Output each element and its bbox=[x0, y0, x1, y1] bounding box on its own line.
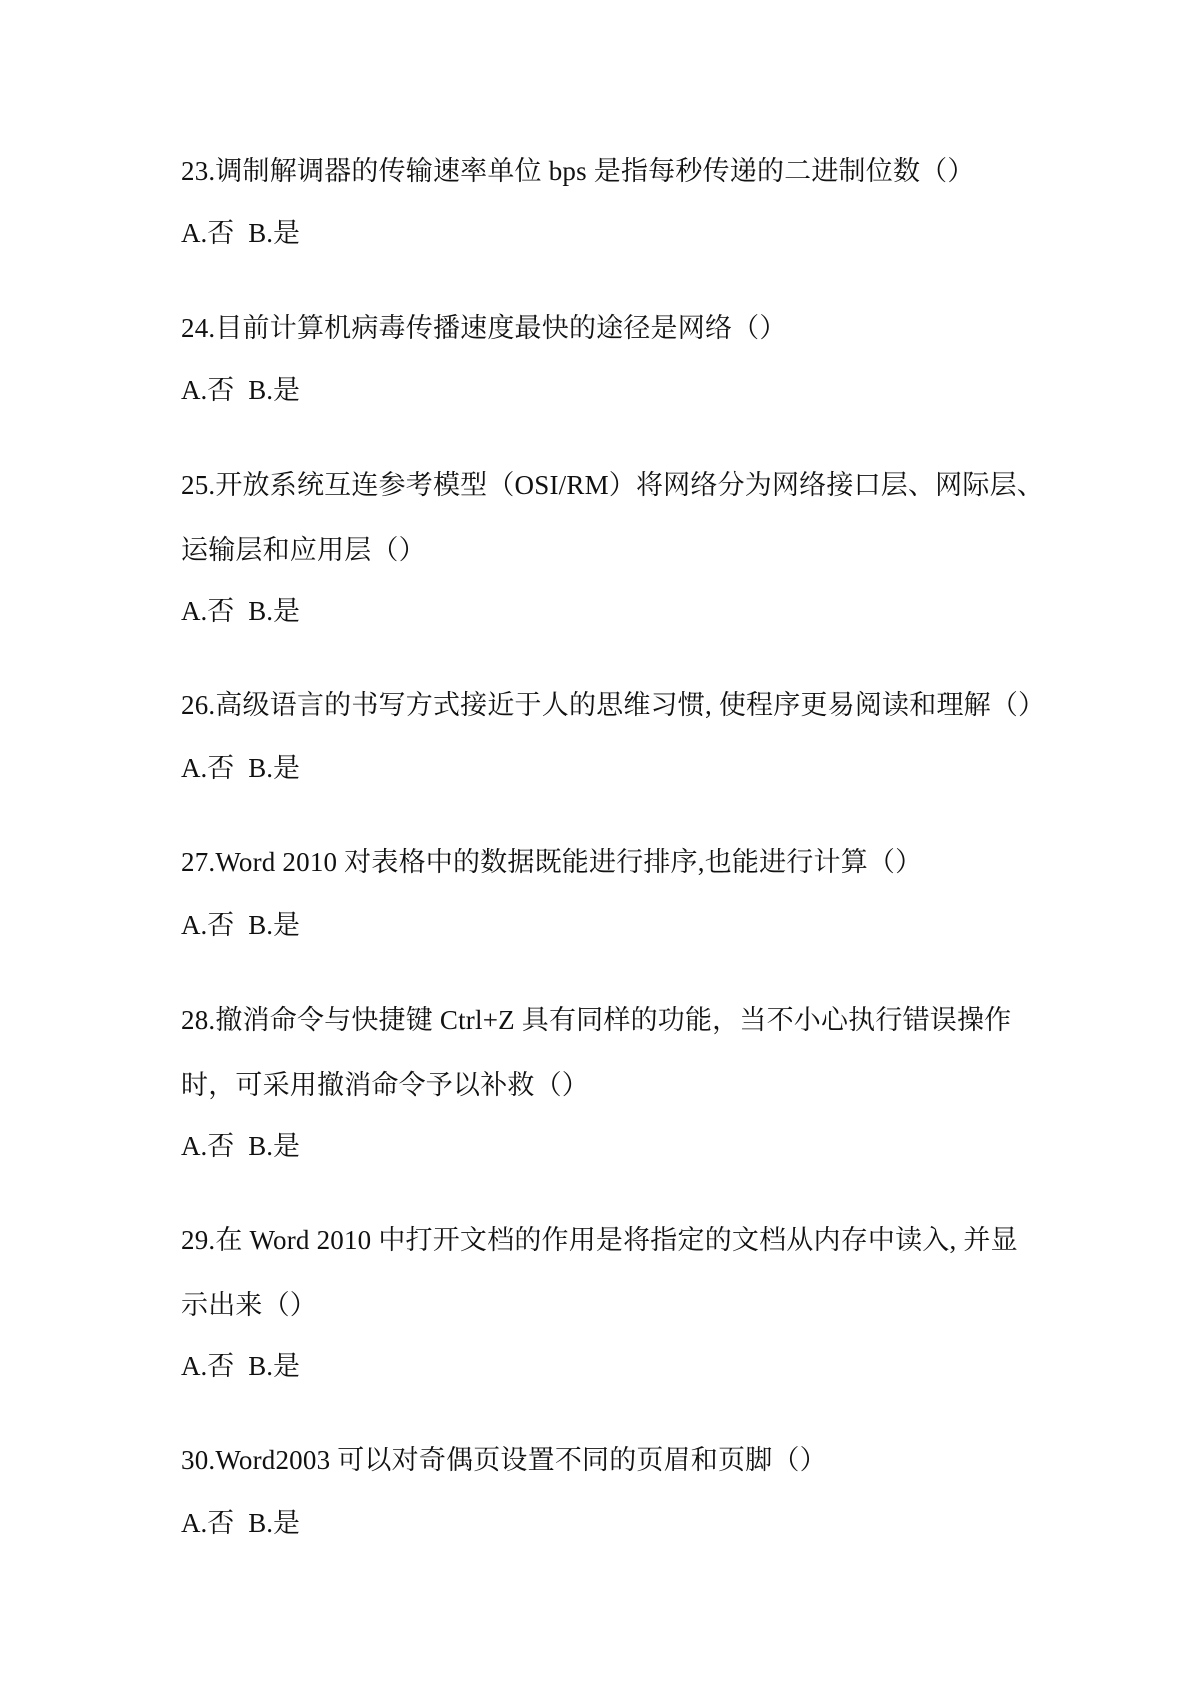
question-26-options bbox=[181, 751, 300, 785]
option-b: B.是 bbox=[248, 596, 301, 626]
question-27-options bbox=[181, 908, 300, 942]
question-30-options bbox=[181, 1506, 300, 1540]
option-a: A.否 bbox=[181, 753, 235, 783]
question-23-text: 23.调制解调器的传输速率单位 bps 是指每秒传递的二进制位数（） bbox=[181, 156, 975, 186]
option-a: A.否 bbox=[181, 596, 235, 626]
question-28-text-line-2: 时，可采用撤消命令予以补救（） bbox=[181, 1070, 589, 1100]
option-a: A.否 bbox=[181, 1508, 235, 1538]
option-a: A.否 bbox=[181, 1131, 235, 1161]
question-29-options bbox=[181, 1349, 300, 1383]
option-b: B.是 bbox=[248, 218, 301, 248]
question-29-text-line-2: 示出来（） bbox=[181, 1290, 317, 1320]
option-b: B.是 bbox=[248, 1131, 301, 1161]
question-28-options bbox=[181, 1129, 300, 1163]
question-28-text-line-1: 28.撤消命令与快捷键 Ctrl+Z 具有同样的功能，当不小心执行错误操作 bbox=[181, 1005, 1012, 1035]
option-a: A.否 bbox=[181, 218, 235, 248]
question-30-text: 30.Word2003 可以对奇偶页设置不同的页眉和页脚（） bbox=[181, 1445, 827, 1475]
option-a: A.否 bbox=[181, 1351, 235, 1381]
option-b: B.是 bbox=[248, 910, 301, 940]
option-a: A.否 bbox=[181, 910, 235, 940]
question-23-options bbox=[181, 216, 300, 250]
question-25-text-line-2: 运输层和应用层（） bbox=[181, 535, 426, 565]
question-24-options bbox=[181, 373, 300, 407]
option-b: B.是 bbox=[248, 1351, 301, 1381]
option-a: A.否 bbox=[181, 375, 235, 405]
option-b: B.是 bbox=[248, 375, 301, 405]
question-27-text: 27.Word 2010 对表格中的数据既能进行排序,也能进行计算（） bbox=[181, 847, 923, 877]
question-25-text-line-1: 25.开放系统互连参考模型（OSI/RM）将网络分为网络接口层、网际层、 bbox=[181, 470, 1044, 500]
question-25-options bbox=[181, 594, 300, 628]
option-b: B.是 bbox=[248, 753, 301, 783]
option-b: B.是 bbox=[248, 1508, 301, 1538]
question-24-text: 24.目前计算机病毒传播速度最快的途径是网络（） bbox=[181, 313, 787, 343]
question-29-text-line-1: 29.在 Word 2010 中打开文档的作用是将指定的文档从内存中读入, 并显 bbox=[181, 1225, 1018, 1255]
question-26-text: 26.高级语言的书写方式接近于人的思维习惯, 使程序更易阅读和理解（） bbox=[181, 690, 1046, 720]
